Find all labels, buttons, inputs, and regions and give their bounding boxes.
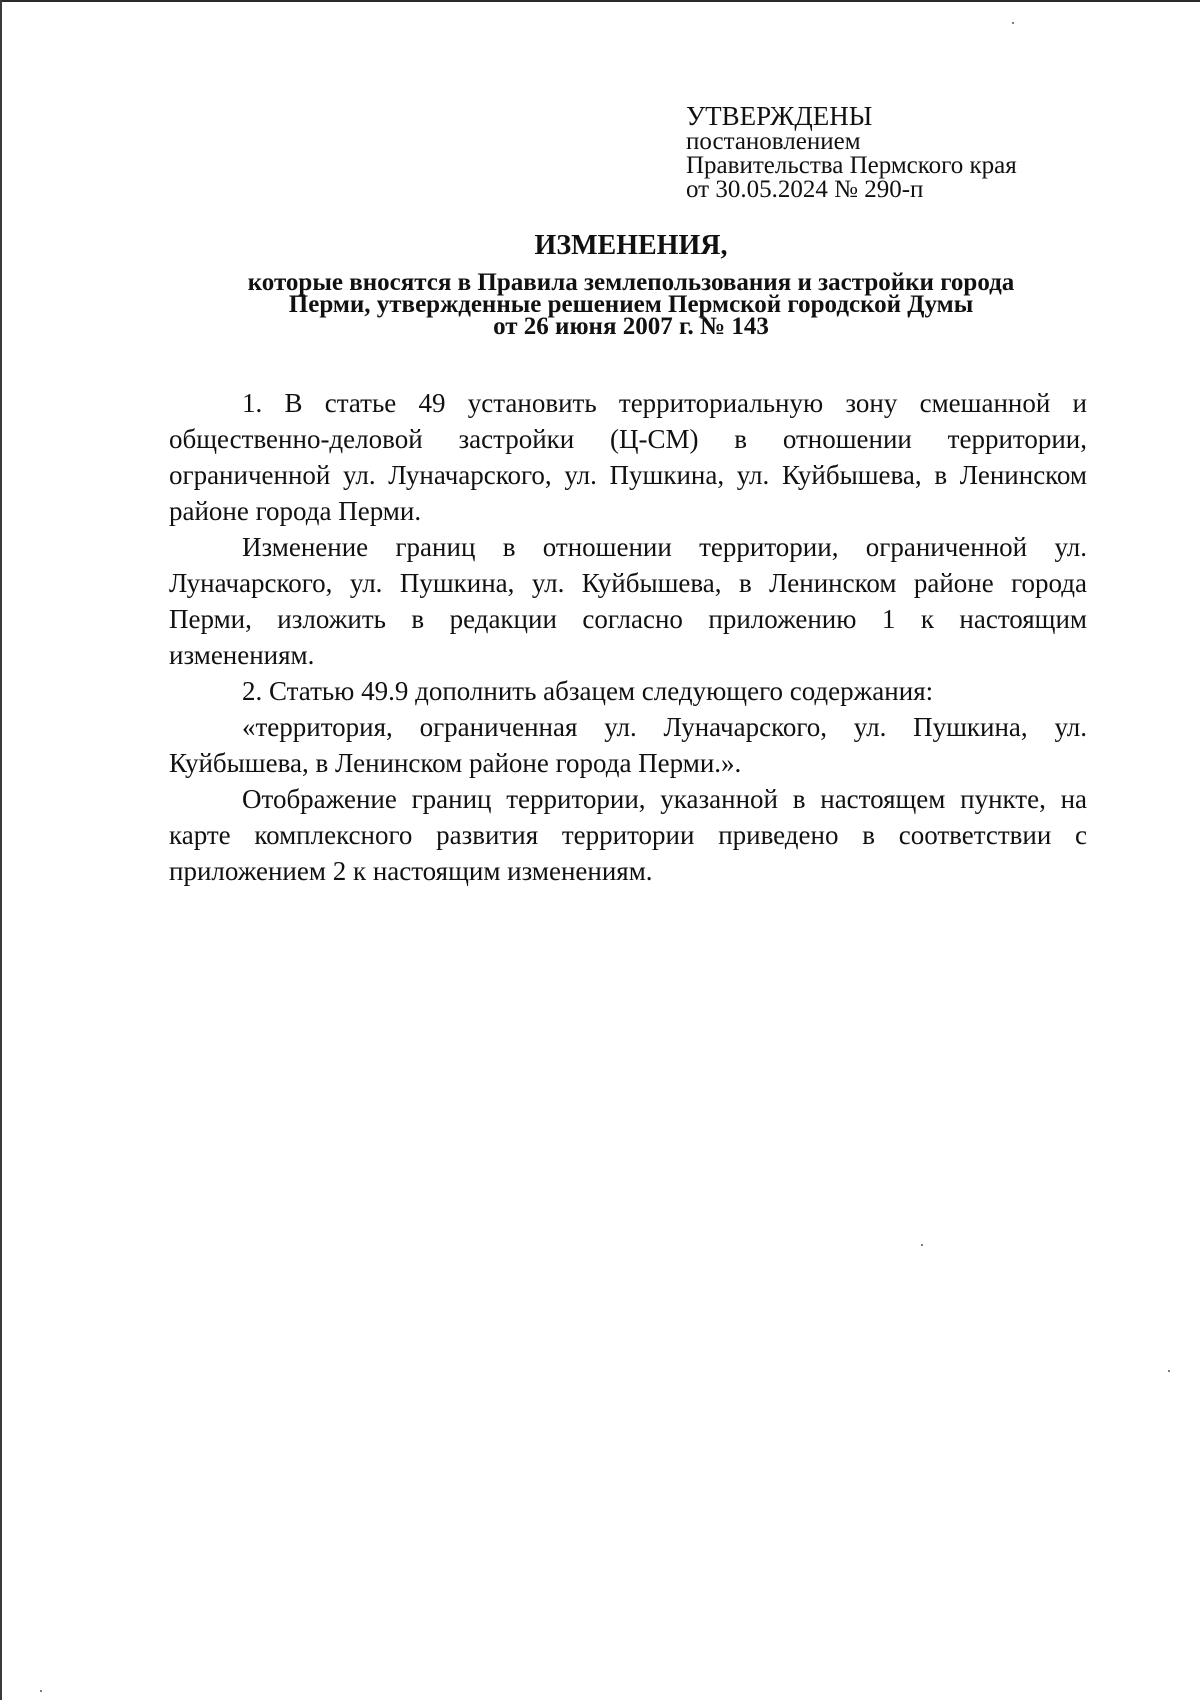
approval-stamp-block bbox=[686, 102, 1146, 202]
scan-edge-top bbox=[0, 0, 1200, 2]
paragraph: Изменение границ в отношении территории, ограниченной ул. Луначарского, ул. Пушкина, ул. Куйбышева, в Ленинском районе города Перми, изложить в редакции согласно приложению 1 к настоящим изменениям. bbox=[169, 532, 1087, 670]
document-subtitle bbox=[120, 269, 1142, 340]
approval-date-number: от 30.05.2024 № 290-п bbox=[686, 176, 924, 203]
scan-edge-left bbox=[0, 0, 2, 1700]
approval-line: постановлением bbox=[686, 128, 861, 155]
paragraph: Отображение границ территории, указанной в настоящем пункте, на карте комплексного развития территории приведено в соответствии с приложением 2 к настоящим изменениям. bbox=[169, 784, 1087, 886]
scan-speck bbox=[1168, 1370, 1170, 1372]
approval-title: УТВЕРЖДЕНЫ bbox=[686, 101, 873, 131]
paragraph: 1. В статье 49 установить территориальную зону смешанной и общественно-деловой застройки (Ц-СМ) в отношении территории, ограниченной ул. Луначарского, ул. Пушкина, ул. Куйбышева, в Ленинском районе города Перми. bbox=[169, 388, 1087, 526]
subtitle-line: которые вносятся в Правила землепользования и застройки города bbox=[247, 269, 1015, 296]
scan-speck bbox=[40, 1690, 42, 1692]
subtitle-line: Перми, утвержденные решением Пермской городской Думы bbox=[288, 291, 974, 318]
scan-speck bbox=[1012, 22, 1014, 24]
paragraph: 2. Статью 49.9 дополнить абзацем следующего содержания: bbox=[242, 676, 934, 706]
paragraph: «территория, ограниченная ул. Луначарского, ул. Пушкина, ул. Куйбышева, в Ленинском районе города Перми.». bbox=[169, 712, 1087, 778]
subtitle-line: от 26 июня 2007 г. № 143 bbox=[493, 313, 769, 340]
approval-line: Правительства Пермского края bbox=[686, 152, 1017, 179]
scan-speck bbox=[921, 1244, 923, 1246]
document-body bbox=[169, 385, 1087, 889]
document-title: ИЗМЕНЕНИЯ, bbox=[534, 230, 728, 261]
